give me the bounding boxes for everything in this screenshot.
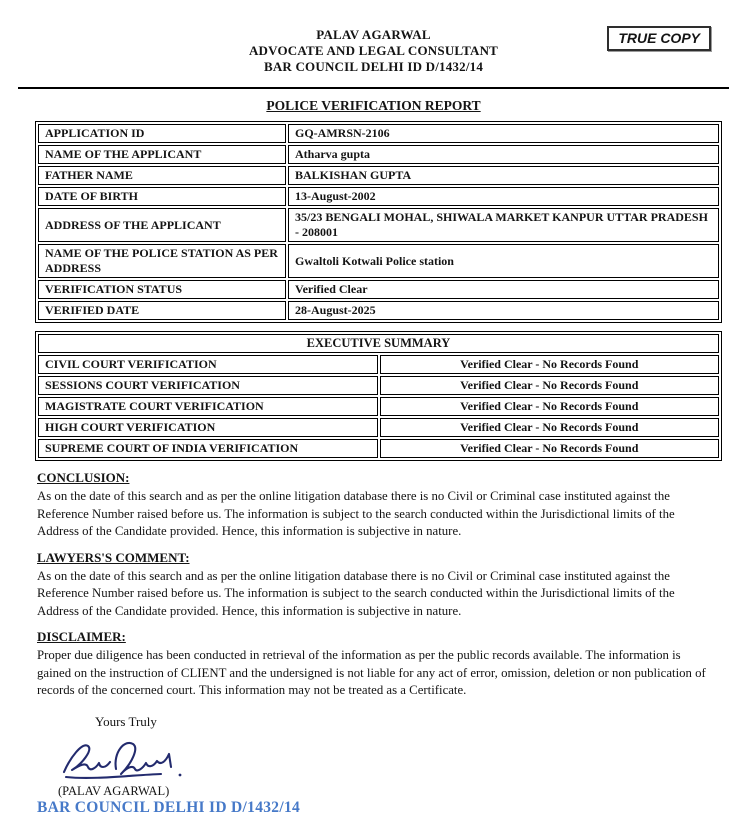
row-value: 28-August-2025 bbox=[288, 301, 719, 320]
header-divider bbox=[18, 87, 729, 89]
row-label: SESSIONS COURT VERIFICATION bbox=[38, 376, 378, 395]
handwritten-signature bbox=[58, 734, 747, 782]
table-row bbox=[38, 439, 719, 458]
row-value: Verified Clear - No Records Found bbox=[380, 439, 720, 458]
applicant-details-table bbox=[35, 121, 722, 323]
table-row bbox=[38, 280, 719, 299]
row-value: Atharva gupta bbox=[288, 145, 719, 164]
row-label: CIVIL COURT VERIFICATION bbox=[38, 355, 378, 374]
row-value: Verified Clear - No Records Found bbox=[380, 355, 720, 374]
row-value: Verified Clear bbox=[288, 280, 719, 299]
row-label: MAGISTRATE COURT VERIFICATION bbox=[38, 397, 378, 416]
table-row bbox=[38, 334, 719, 353]
lawyers-comment-heading: LAWYERS'S COMMENT: bbox=[37, 549, 190, 565]
conclusion-heading: CONCLUSION: bbox=[37, 470, 130, 485]
row-label: DATE OF BIRTH bbox=[38, 187, 286, 206]
table-row bbox=[38, 244, 719, 278]
row-label: VERIFICATION STATUS bbox=[38, 280, 286, 299]
row-label: VERIFIED DATE bbox=[38, 301, 286, 320]
row-label: HIGH COURT VERIFICATION bbox=[38, 418, 378, 437]
table-row bbox=[38, 397, 719, 416]
table-row bbox=[38, 166, 719, 185]
disclaimer-heading: DISCLAIMER: bbox=[37, 629, 126, 644]
bar-council-id-header: BAR COUNCIL DELHI ID D/1432/14 bbox=[263, 59, 484, 74]
true-copy-stamp: TRUE COPY bbox=[607, 26, 711, 51]
row-value: BALKISHAN GUPTA bbox=[288, 166, 719, 185]
conclusion-body: As on the date of this search and as per the online litigation database there is no Civil or Criminal case instituted against the Reference Number raised before us. The information is subject to the search conducted within the Jurisdictional limits of the Address of the Candidate provided. Hence, this information is subjective in nature. bbox=[37, 489, 675, 538]
row-value: GQ-AMRSN-2106 bbox=[288, 124, 719, 143]
row-label: NAME OF THE POLICE STATION AS PER ADDRESS bbox=[38, 244, 286, 278]
row-label: FATHER NAME bbox=[38, 166, 286, 185]
row-value: Verified Clear - No Records Found bbox=[380, 418, 720, 437]
lawyers-comment-section bbox=[37, 550, 715, 621]
row-value: Verified Clear - No Records Found bbox=[380, 397, 720, 416]
table-row bbox=[38, 376, 719, 395]
executive-summary-table bbox=[35, 331, 722, 461]
table-row bbox=[38, 187, 719, 206]
executive-summary-title: EXECUTIVE SUMMARY bbox=[38, 334, 719, 353]
bar-council-id-footer: BAR COUNCIL DELHI ID D/1432/14 bbox=[37, 798, 301, 816]
row-label: APPLICATION ID bbox=[38, 124, 286, 143]
row-label: NAME OF THE APPLICANT bbox=[38, 145, 286, 164]
row-label: ADDRESS OF THE APPLICANT bbox=[38, 208, 286, 242]
signatory-name: (PALAV AGARWAL) bbox=[58, 783, 170, 798]
table-row bbox=[38, 124, 719, 143]
disclaimer-body: Proper due diligence has been conducted in retrieval of the information as per the public records available. The information is gained on the instruction of CLIENT and the undersigned is not liable for any act of error, omission, deletion or non publication of records of the concerned court. This information may not be treated as a Certificate. bbox=[37, 648, 706, 697]
closing-text: Yours Truly bbox=[95, 713, 157, 729]
row-value: 35/23 BENGALI MOHAL, SHIWALA MARKET KANPUR UTTAR PRADESH - 208001 bbox=[288, 208, 719, 242]
table-row bbox=[38, 208, 719, 242]
signature-icon bbox=[58, 734, 193, 782]
advocate-name: PALAV AGARWAL bbox=[316, 27, 431, 42]
row-value: Verified Clear - No Records Found bbox=[380, 376, 720, 395]
row-value: 13-August-2002 bbox=[288, 187, 719, 206]
conclusion-section bbox=[37, 470, 715, 541]
table-row bbox=[38, 145, 719, 164]
lawyers-comment-body: As on the date of this search and as per the online litigation database there is no Civil or Criminal case instituted against the Reference Number raised before us. The information is subject to the search conducted within the Jurisdictional limits of the Address of the Candidate provided. Hence, this information is subjective in nature. bbox=[37, 568, 675, 618]
advocate-title: ADVOCATE AND LEGAL CONSULTANT bbox=[248, 43, 499, 58]
row-label: SUPREME COURT OF INDIA VERIFICATION bbox=[38, 439, 378, 458]
table-row bbox=[38, 301, 719, 320]
table-row bbox=[38, 355, 719, 374]
disclaimer-section bbox=[37, 629, 715, 700]
table-row bbox=[38, 418, 719, 437]
page-title: POLICE VERIFICATION REPORT bbox=[266, 98, 481, 113]
row-value: Gwaltoli Kotwali Police station bbox=[288, 244, 719, 278]
